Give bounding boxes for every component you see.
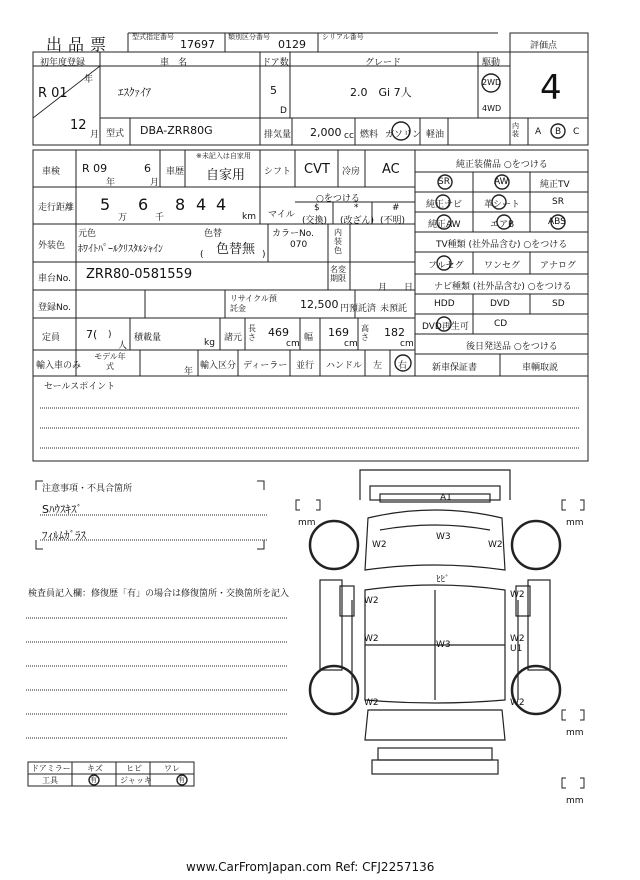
fuel-label: 燃料 bbox=[360, 130, 379, 140]
first-reg-month-unit: 月 bbox=[90, 130, 100, 140]
chassis-label: 車台No. bbox=[38, 274, 71, 284]
chassis-value: ZRR80-0581559 bbox=[86, 267, 193, 282]
color-label: 外装色 bbox=[38, 241, 66, 251]
navi-dvd: DVD bbox=[490, 299, 510, 309]
later-warranty: 新車保証書 bbox=[432, 363, 478, 373]
dmg-w2-u1: W2 U1 bbox=[510, 634, 525, 654]
dmg-w2-rear-left: W2 bbox=[364, 698, 379, 708]
dims-label: 諸元 bbox=[224, 333, 243, 343]
exchange-sym: $ bbox=[314, 203, 320, 213]
legend-scratch: キズ bbox=[87, 764, 103, 773]
width-cm: cm bbox=[344, 339, 358, 349]
load-label: 積載量 bbox=[134, 333, 162, 343]
shift-label: シフト bbox=[264, 167, 292, 177]
height-value: 182 bbox=[384, 326, 405, 339]
eq-airbag: エアB bbox=[490, 220, 515, 230]
name-change-label: 名変期限 bbox=[330, 265, 346, 283]
length-cm: cm bbox=[286, 339, 300, 349]
dmg-w2-right-door: W2 bbox=[510, 590, 525, 600]
exchange-label: (交換) bbox=[302, 216, 328, 226]
unknown-sym: # bbox=[392, 203, 400, 213]
dmg-w2-left-door: W2 bbox=[364, 596, 379, 606]
import-class-label: 輸入区分 bbox=[200, 361, 237, 371]
first-reg-era: R 01 bbox=[38, 86, 68, 101]
notes-line-2: ﾌｨﾙﾑｶﾞﾗｽ bbox=[42, 529, 86, 542]
model-label: 型式 bbox=[106, 129, 125, 139]
mm-rear-bottom: mm bbox=[566, 796, 584, 806]
dmg-w2-left-rear-door: W2 bbox=[364, 634, 379, 644]
drive-label: 駆動 bbox=[482, 58, 501, 68]
model-value: DBA-ZRR80G bbox=[140, 124, 213, 137]
tamper-label: (改ざん) bbox=[340, 216, 375, 226]
parallel-label: 並行 bbox=[296, 361, 315, 371]
history-value: 自家用 bbox=[206, 168, 246, 183]
mileage-circle-note: ○をつける bbox=[316, 194, 360, 204]
eq-aw: AW bbox=[494, 177, 509, 187]
dmg-w2-rear-right: W2 bbox=[510, 698, 525, 708]
recycle-label: リサイクル預託金 bbox=[230, 294, 277, 313]
eq-oem-navi: 純正ナビ bbox=[426, 200, 463, 210]
oem-label: 純正装備品 ○をつける bbox=[456, 160, 548, 170]
doors-sub: D bbox=[280, 106, 287, 116]
recycle-value: 12,500 bbox=[300, 298, 339, 311]
shaken-label: 車検 bbox=[42, 167, 61, 177]
unknown-label: (不明) bbox=[380, 216, 406, 226]
mileage-digit-1: 5 bbox=[100, 195, 111, 214]
tamper-sym: * bbox=[354, 203, 359, 213]
aircon-label: 冷房 bbox=[342, 167, 361, 177]
first-reg-year-unit: 年 bbox=[84, 75, 94, 85]
interior-c: C bbox=[573, 127, 580, 137]
recycle-status: 円預託済 bbox=[340, 304, 377, 314]
navi-dvd-play: DVD再生可 bbox=[422, 322, 469, 332]
drive-2wd: 2WD bbox=[482, 78, 502, 87]
footer-reference: www.CarFromJapan.com Ref: CFJ2257136 bbox=[186, 860, 435, 874]
sales-point-label: セールスポイント bbox=[44, 382, 116, 392]
legend-tools-yes: 有 bbox=[90, 776, 97, 784]
paren-close: ) bbox=[262, 250, 266, 260]
legend-crack: ヒビ bbox=[126, 764, 142, 773]
mm-front-left: mm bbox=[298, 518, 316, 528]
grade-label: グレード bbox=[365, 58, 402, 68]
first-reg-month: 12 bbox=[70, 118, 87, 133]
shaken-month-unit: 月 bbox=[150, 178, 160, 188]
eq-sunroof: SR bbox=[438, 177, 450, 187]
type-cert-value: 17697 bbox=[180, 38, 215, 51]
dmg-hibi: ﾋﾋﾞ bbox=[436, 575, 450, 585]
mileage-label: 走行距離 bbox=[38, 203, 75, 213]
name-change-month: 月 bbox=[378, 283, 388, 293]
paren-open: ( bbox=[200, 250, 204, 260]
dealer-label: ディーラー bbox=[243, 361, 288, 371]
dmg-w2-front-left: W2 bbox=[372, 540, 387, 550]
interior-color-label: 内装色 bbox=[334, 228, 342, 255]
serial-label: シリアル番号 bbox=[322, 33, 364, 41]
notes-line-1: Sﾊｳｽｷｽﾞ bbox=[42, 503, 82, 516]
tv-analog: アナログ bbox=[540, 261, 577, 271]
orig-color-value: ﾎﾜｲﾄﾊﾟｰﾙｸﾘｽﾀﾙｼｬｲﾝ bbox=[78, 244, 163, 255]
import-label: 輸入車のみ bbox=[36, 361, 82, 371]
category-value: 0129 bbox=[278, 38, 306, 51]
shift-value: CVT bbox=[304, 162, 330, 177]
history-note: ※未記入は自家用 bbox=[196, 152, 251, 160]
reg-no-label: 登録No. bbox=[38, 303, 71, 313]
legend-break: ワレ bbox=[164, 764, 180, 773]
recycle-unpaid: 未預託 bbox=[380, 304, 408, 314]
legend-tools: 工具 bbox=[42, 776, 58, 785]
right-label: 右 bbox=[398, 361, 408, 371]
first-reg-label: 初年度登録 bbox=[40, 58, 86, 68]
navi-sd: SD bbox=[552, 299, 565, 309]
eq-sr: SR bbox=[552, 197, 564, 207]
grade-score-value: 4 bbox=[540, 68, 562, 108]
interior-b: B bbox=[555, 127, 562, 137]
color-change-value: 色替無 bbox=[216, 242, 256, 257]
capacity-unit: 人 bbox=[118, 341, 128, 351]
dmg-a1: A1 bbox=[440, 493, 452, 503]
mileage-digit-4: 4 bbox=[196, 195, 207, 214]
color-change-label: 色替 bbox=[204, 229, 223, 239]
length-value: 469 bbox=[268, 326, 289, 339]
color-no-label: カラーNo. bbox=[272, 229, 314, 239]
shaken-year-unit: 年 bbox=[106, 178, 116, 188]
navi-cd: CD bbox=[494, 319, 508, 329]
capacity-value: 7( bbox=[86, 328, 98, 341]
eq-leather-seat: 革シート bbox=[484, 200, 521, 210]
displacement-label: 排気量 bbox=[264, 130, 292, 140]
height-label: 高さ bbox=[361, 324, 369, 342]
navi-hdd: HDD bbox=[434, 299, 455, 309]
later-label: 後日発送品 ○をつける bbox=[466, 342, 558, 352]
color-no-value: 070 bbox=[290, 240, 308, 250]
doors-label: ドア数 bbox=[262, 58, 289, 68]
dmg-w3-front: W3 bbox=[436, 532, 451, 542]
interior-label: 内装 bbox=[512, 122, 519, 138]
displacement-value: 2,000 bbox=[310, 126, 342, 139]
eq-abs: ABS bbox=[548, 217, 566, 227]
tv-oneseg: ワンセグ bbox=[484, 261, 521, 271]
legend-jack: ジャッキ bbox=[120, 776, 152, 785]
navi-label: ナビ種類 (社外品含む) ○をつける bbox=[434, 282, 572, 292]
legend-door-mirror: ドアミラー bbox=[31, 764, 71, 773]
name-change-day: 日 bbox=[404, 283, 414, 293]
interior-a: A bbox=[535, 127, 542, 137]
model-year-label: モデル年式 bbox=[94, 352, 126, 371]
shaken-era: R 09 bbox=[82, 162, 108, 175]
mm-front-right: mm bbox=[566, 518, 584, 528]
grade-score-label: 評価点 bbox=[530, 41, 558, 51]
height-cm: cm bbox=[400, 339, 414, 349]
width-label: 幅 bbox=[304, 333, 314, 343]
load-unit: kg bbox=[204, 338, 215, 348]
fuel-value: ガソリン bbox=[385, 130, 422, 140]
doors-value: 5 bbox=[270, 84, 277, 97]
handle-label: ハンドル bbox=[326, 361, 363, 371]
shaken-month: 6 bbox=[144, 162, 151, 175]
mileage-unit: km bbox=[242, 212, 256, 222]
car-name-label: 車 名 bbox=[160, 58, 188, 68]
legend-jack-yes: 有 bbox=[178, 776, 185, 784]
type-cert-label: 型式指定番号 bbox=[132, 33, 174, 41]
length-label: 長さ bbox=[248, 324, 256, 342]
displacement-unit: cc bbox=[344, 131, 354, 141]
grade-value: 2.0 Gi 7人 bbox=[350, 86, 412, 99]
car-name-value: ｴｽｸｧｲｱ bbox=[118, 86, 151, 99]
mileage-sen: 千 bbox=[155, 213, 165, 223]
width-value: 169 bbox=[328, 326, 349, 339]
mileage-digit-3: 8 bbox=[175, 195, 186, 214]
drive-4wd: 4WD bbox=[482, 104, 502, 113]
mileage-digit-2: 6 bbox=[138, 195, 149, 214]
category-label: 類別区分番号 bbox=[228, 33, 270, 41]
eq-oem-aw: 純正AW bbox=[428, 220, 461, 230]
light-oil: 軽油 bbox=[426, 130, 445, 140]
notes-label: 注意事項・不具合箇所 bbox=[42, 484, 133, 494]
mile-label: マイル bbox=[268, 210, 295, 220]
left-label: 左 bbox=[373, 361, 383, 371]
capacity-paren: ) bbox=[108, 330, 112, 340]
car-diagram bbox=[310, 470, 560, 774]
model-year-unit: 年 bbox=[184, 367, 194, 377]
mm-rear-right: mm bbox=[566, 728, 584, 738]
dmg-w2-front-right: W2 bbox=[488, 540, 503, 550]
orig-color-label: 元色 bbox=[78, 229, 97, 239]
tv-label: TV種類 (社外品含む) ○をつける bbox=[436, 240, 568, 250]
mileage-digit-5: 4 bbox=[216, 195, 227, 214]
dmg-w3-roof: W3 bbox=[436, 640, 451, 650]
history-label: 車歴 bbox=[166, 167, 185, 177]
later-manual: 車輌取説 bbox=[522, 363, 559, 373]
eq-oem-tv: 純正TV bbox=[540, 180, 570, 190]
tv-fullseg: フルセグ bbox=[428, 261, 464, 271]
inspector-label: 検査員記入欄：修復歴「有」の場合は修復箇所・交換箇所を記入 bbox=[28, 589, 290, 599]
aircon-value: AC bbox=[382, 162, 400, 177]
mileage-man: 万 bbox=[118, 213, 128, 223]
form-title: 出品票 bbox=[46, 35, 113, 54]
capacity-label: 定員 bbox=[42, 333, 61, 343]
